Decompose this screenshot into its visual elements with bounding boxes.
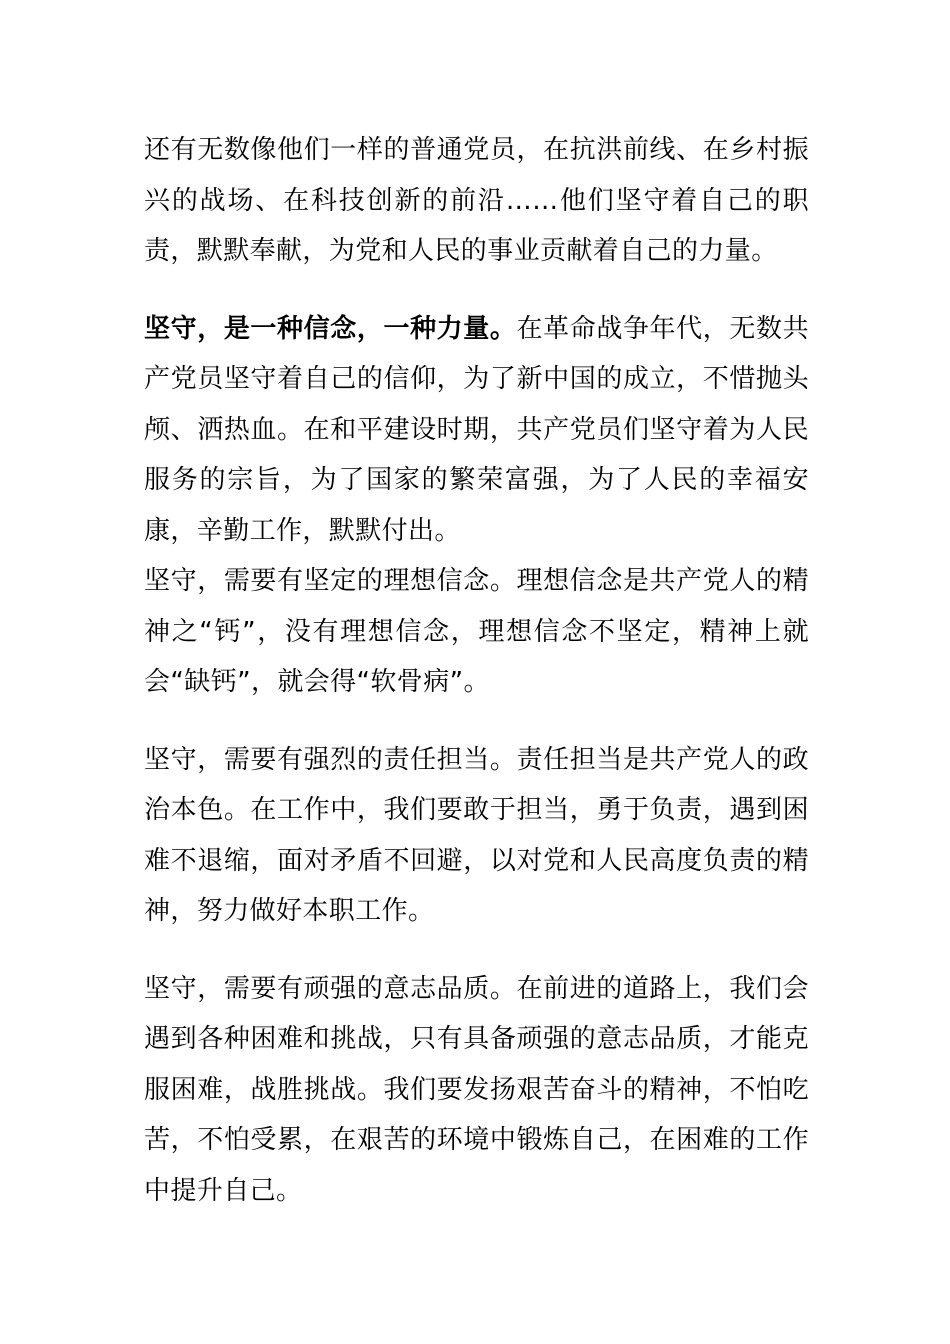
paragraph-gap [144,937,809,964]
paragraph-willpower [144,964,809,1217]
paragraph-text: 坚守，需要有顽强的意志品质。在前进的道路上，我们会遇到各种困难和挑战，只有具备顽强的意志品质，才能克服困难，战胜挑战。我们要发扬艰苦奋斗的精神，不怕吃苦，不怕受累，在艰苦的环境中锻炼自己，在困难的工作中提升自己。 [144,973,809,1206]
paragraph-text: 坚守，需要有强烈的责任担当。责任担当是共产党人的政治本色。在工作中，我们要敢于担当，勇于负责，遇到困难不退缩，面对矛盾不回避，以对党和人民高度负责的精神，努力做好本职工作。 [144,744,809,926]
paragraph-belief-strength [144,304,809,557]
document-body [144,125,809,1216]
paragraph-text: 还有无数像他们一样的普通党员，在抗洪前线、在乡村振兴的战场、在科技创新的前沿……他们坚守着自己的职责，默默奉献，为党和人民的事业贡献着自己的力量。 [144,135,809,266]
paragraph-lead-bold: 坚守，是一种信念，一种力量。 [144,313,517,344]
paragraph-ideals-beliefs [144,556,809,708]
paragraph-gap [144,277,809,304]
paragraph-text: 在革命战争年代，无数共产党员坚守着自己的信仰，为了新中国的成立，不惜抛头颅、洒热血。在和平建设时期，共产党员们坚守着为人民服务的宗旨，为了国家的繁荣富强，为了人民的幸福安康，辛勤工作，默默付出。 [144,313,809,546]
paragraph-ordinary-members [144,125,809,277]
paragraph-responsibility [144,735,809,937]
paragraph-gap [144,708,809,735]
paragraph-text: 坚守，需要有坚定的理想信念。理想信念是共产党人的精神之“钙”，没有理想信念，理想信念不坚定，精神上就会“缺钙”，就会得“软骨病”。 [144,566,809,697]
